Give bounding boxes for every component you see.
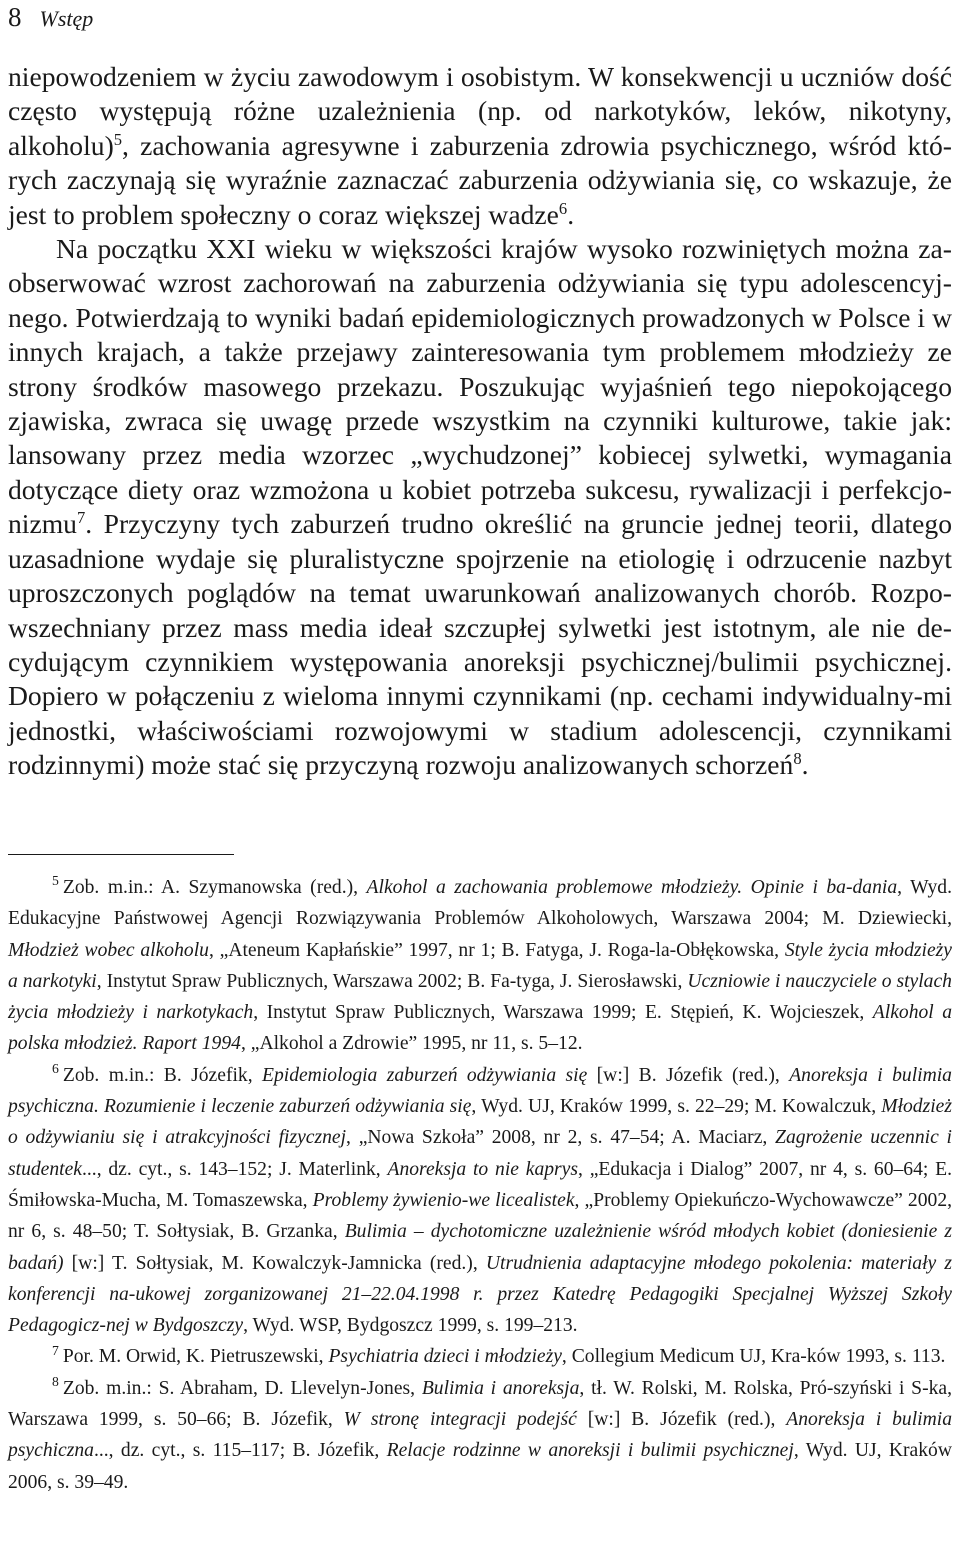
paragraph-1-text-c: . — [567, 198, 575, 230]
footnote-7 — [8, 1341, 952, 1372]
footnote-title: Psychiatria dzieci i młodzieży — [328, 1346, 562, 1368]
footnote-text: [w:] B. Józefik (red.), — [576, 1409, 787, 1431]
footnote-title: Anoreksja i bulimia psychiczna. Rozumienie i leczenie zaburzeń odżywiania się — [8, 1064, 952, 1118]
paragraph-1 — [8, 60, 952, 232]
footnote-text: , tł. W. Rolski, M. Rolska, Pró-szyński i S-ka, Warszawa 1999, s. 50–66; B. Józefik, — [8, 1377, 952, 1431]
footnote-title: Utrudnienia adaptacyjne młodego pokolenia: materiały z konferencji na-ukowej zorganizowanej 21–22.04.1998 r. przez Katedrę Pedagogiki Specjalnej Wyższej Szkoły Pedagogicz-nej w Bydgoszczy — [8, 1252, 952, 1337]
footnote-number: 6 — [52, 1061, 59, 1077]
footnote-title: Uczniowie i nauczyciele o stylach życia młodzieży i narkotykach — [8, 970, 952, 1024]
footnote-8 — [8, 1373, 952, 1498]
footnote-title: Problemy żywienio-we licealistek — [312, 1189, 575, 1211]
footnote-text: Zob. m.in.: A. Szymanowska (red.), — [62, 877, 367, 898]
footnote-title: Młodzież o odżywianiu się i atrakcyjności fizycznej — [8, 1096, 952, 1149]
footnote-text: , Wyd. WSP, Bydgoszcz 1999, s. 199–213. — [243, 1315, 578, 1337]
footnote-title: W stronę integracji podejść — [343, 1409, 577, 1431]
footnote-text: ..., dz. cyt., s. 143–152; J. Materlink, — [82, 1158, 388, 1180]
page-number: 8 — [8, 2, 22, 32]
footnote-text: Por. M. Orwid, K. Pietruszewski, — [62, 1346, 329, 1368]
footnote-number: 8 — [52, 1374, 59, 1390]
footnote-text: Zob. m.in.: B. Józefik, — [62, 1064, 262, 1086]
footnote-text: , Wyd. UJ, Kraków 1999, s. 22–29; M. Kowalczuk, — [471, 1096, 882, 1118]
footnote-text: , „Nowa Szkoła” 2008, nr 2, s. 47–54; A. Maciarz, — [346, 1127, 776, 1149]
footnote-ref-5[interactable]: 5 — [113, 129, 123, 149]
footnote-text: , „Problemy Opiekuńczo-Wychowawcze” 2002, nr 6, s. 48–50; T. Sołtysiak, B. Grzanka, — [8, 1189, 953, 1243]
footnote-text: , Wyd. Edukacyjne Państwowej Agencji Rozwiązywania Problemów Alkoholowych, Warszawa 2004; M. Dziewiecki, — [8, 877, 952, 930]
footnote-title: Bulimia i anoreksja — [421, 1377, 580, 1399]
footnote-number: 7 — [52, 1342, 59, 1358]
section-title: Wstęp — [39, 6, 94, 31]
paragraph-1-text-a: niepowodzeniem w życiu zawodowym i osobistym. W konsekwencji u uczniów dość często występują różne uzależnienia (np. od narkotyków, leków, nikotyny, alkoholu) — [8, 61, 952, 161]
footnote-title: Alkohol a polska młodzież. Raport 1994 — [8, 1002, 953, 1055]
footnote-ref-8[interactable]: 8 — [793, 748, 802, 768]
footnotes — [8, 872, 952, 1498]
footnote-text: , Wyd. UJ, Kraków 2006, s. 39–49. — [8, 1440, 952, 1493]
footnote-separator — [8, 854, 234, 855]
footnote-text: , Collegium Medicum UJ, Kra-ków 1993, s. 113. — [561, 1346, 946, 1368]
paragraph-2-text-b: . Przyczyny tych zaburzeń trudno określić na gruncie jednej teorii, dlatego uzasadnione wydaje się pluralistyczne spojrzenie na etiologię i odrzucenie nazbyt uproszczonych poglądów na temat uwarunkowań analizowanych chorób. Rozpo-wszechniany przez mass media ideał szczupłej sylwetki jest istotnym, ale nie de-cydującym czynnikiem występowania anoreksji psychicznej/bulimii psychicznej. Dopiero w połączeniu z wieloma innymi czynnikami (np. cechami indywidualny-mi jednostki, właściwościami rozwojowymi w stadium adolescencji, czynnikami rodzinnymi) może stać się przyczyną rozwoju analizowanych schorzeń — [8, 508, 952, 781]
main-text — [8, 60, 952, 783]
footnote-text: , „Alkohol a Zdrowie” 1995, nr 11, s. 5–12. — [240, 1033, 583, 1055]
footnote-text: ..., dz. cyt., s. 115–117; B. Józefik, — [93, 1440, 387, 1462]
footnote-title: Młodzież wobec alkoholu — [8, 939, 209, 961]
footnote-title: Anoreksja to nie kaprys — [387, 1158, 578, 1180]
footnote-title: Style życia młodzieży a narkotyki — [8, 939, 952, 992]
footnote-title: Alkohol a zachowania problemowe młodzieży. Opinie i ba-dania — [366, 877, 898, 898]
footnote-text: , Instytut Spraw Publicznych, Warszawa 1999; E. Stępień, K. Wojcieszek, — [253, 1002, 873, 1024]
footnote-5 — [8, 872, 952, 1060]
footnote-text: [w:] B. Józefik (red.), — [587, 1064, 790, 1086]
paragraph-1-text-b: , zachowania agresywne i zaburzenia zdrowia psychicznego, wśród któ-rych zaczynają się wyraźnie zaznaczać zaburzenia odżywiania się, co wskazuje, że jest to problem społeczny o coraz większej wadze — [8, 129, 952, 230]
footnote-text: , „Ateneum Kapłańskie” 1997, nr 1; B. Fatyga, J. Roga-la-Obłękowska, — [208, 939, 785, 961]
paragraph-2-text-c: . — [801, 749, 809, 781]
footnote-ref-7[interactable]: 7 — [76, 508, 86, 528]
footnote-title: Anoreksja i bulimia psychiczna — [8, 1409, 952, 1462]
paragraph-2-text-a: Na początku XXI wieku w większości krajów wysoko rozwiniętych można za-obserwować wzrost zachorowań na zaburzenia odżywiania się typu adolescencyj-nego. Potwierdzają to wyniki badań epidemiologicznych prowadzonych w Polsce i w innych krajach, a także przejawy zainteresowania tym problemem młodzieży ze strony środków masowego przekazu. Poszukując wyjaśnień tego niepokojącego zjawiska, zwraca się uwagę przede wszystkim na czynniki kulturowe, takie jak: lansowany przez media wzorzec „wychudzonej” kobiecej sylwetki, wymagania dotyczące diety oraz wzmożona u kobiet potrzeba sukcesu, rywalizacji i perfekcjo-nizmu — [8, 233, 952, 540]
footnote-title: Relacje rodzinne w anoreksji i bulimii psychicznej — [386, 1440, 794, 1462]
footnote-title: Zagrożenie uczennic i studentek — [8, 1127, 952, 1180]
footnote-text: , „Edukacja i Dialog” 2007, nr 4, s. 60–64; E. Śmiłowska-Mucha, M. Tomaszewska, — [8, 1158, 952, 1211]
footnote-title: Epidemiologia zaburzeń odżywiania się — [261, 1064, 588, 1086]
footnote-number: 5 — [52, 873, 59, 889]
footnote-6 — [8, 1060, 952, 1342]
footnote-text: , Instytut Spraw Publicznych, Warszawa 2002; B. Fa-tyga, J. Sierosławski, — [96, 970, 688, 992]
footnote-text: [w:] T. Sołtysiak, M. Kowalczyk-Jamnicka (red.), — [63, 1252, 486, 1274]
footnote-title: Bulimia – dychotomiczne uzależnienie wśród młodych kobiet (doniesienie z badań) — [8, 1221, 952, 1274]
paragraph-2 — [8, 232, 952, 783]
running-head — [8, 0, 93, 36]
footnote-text: Zob. m.in.: S. Abraham, D. Llevelyn-Jones, — [62, 1377, 422, 1399]
footnote-ref-6[interactable]: 6 — [558, 198, 568, 218]
